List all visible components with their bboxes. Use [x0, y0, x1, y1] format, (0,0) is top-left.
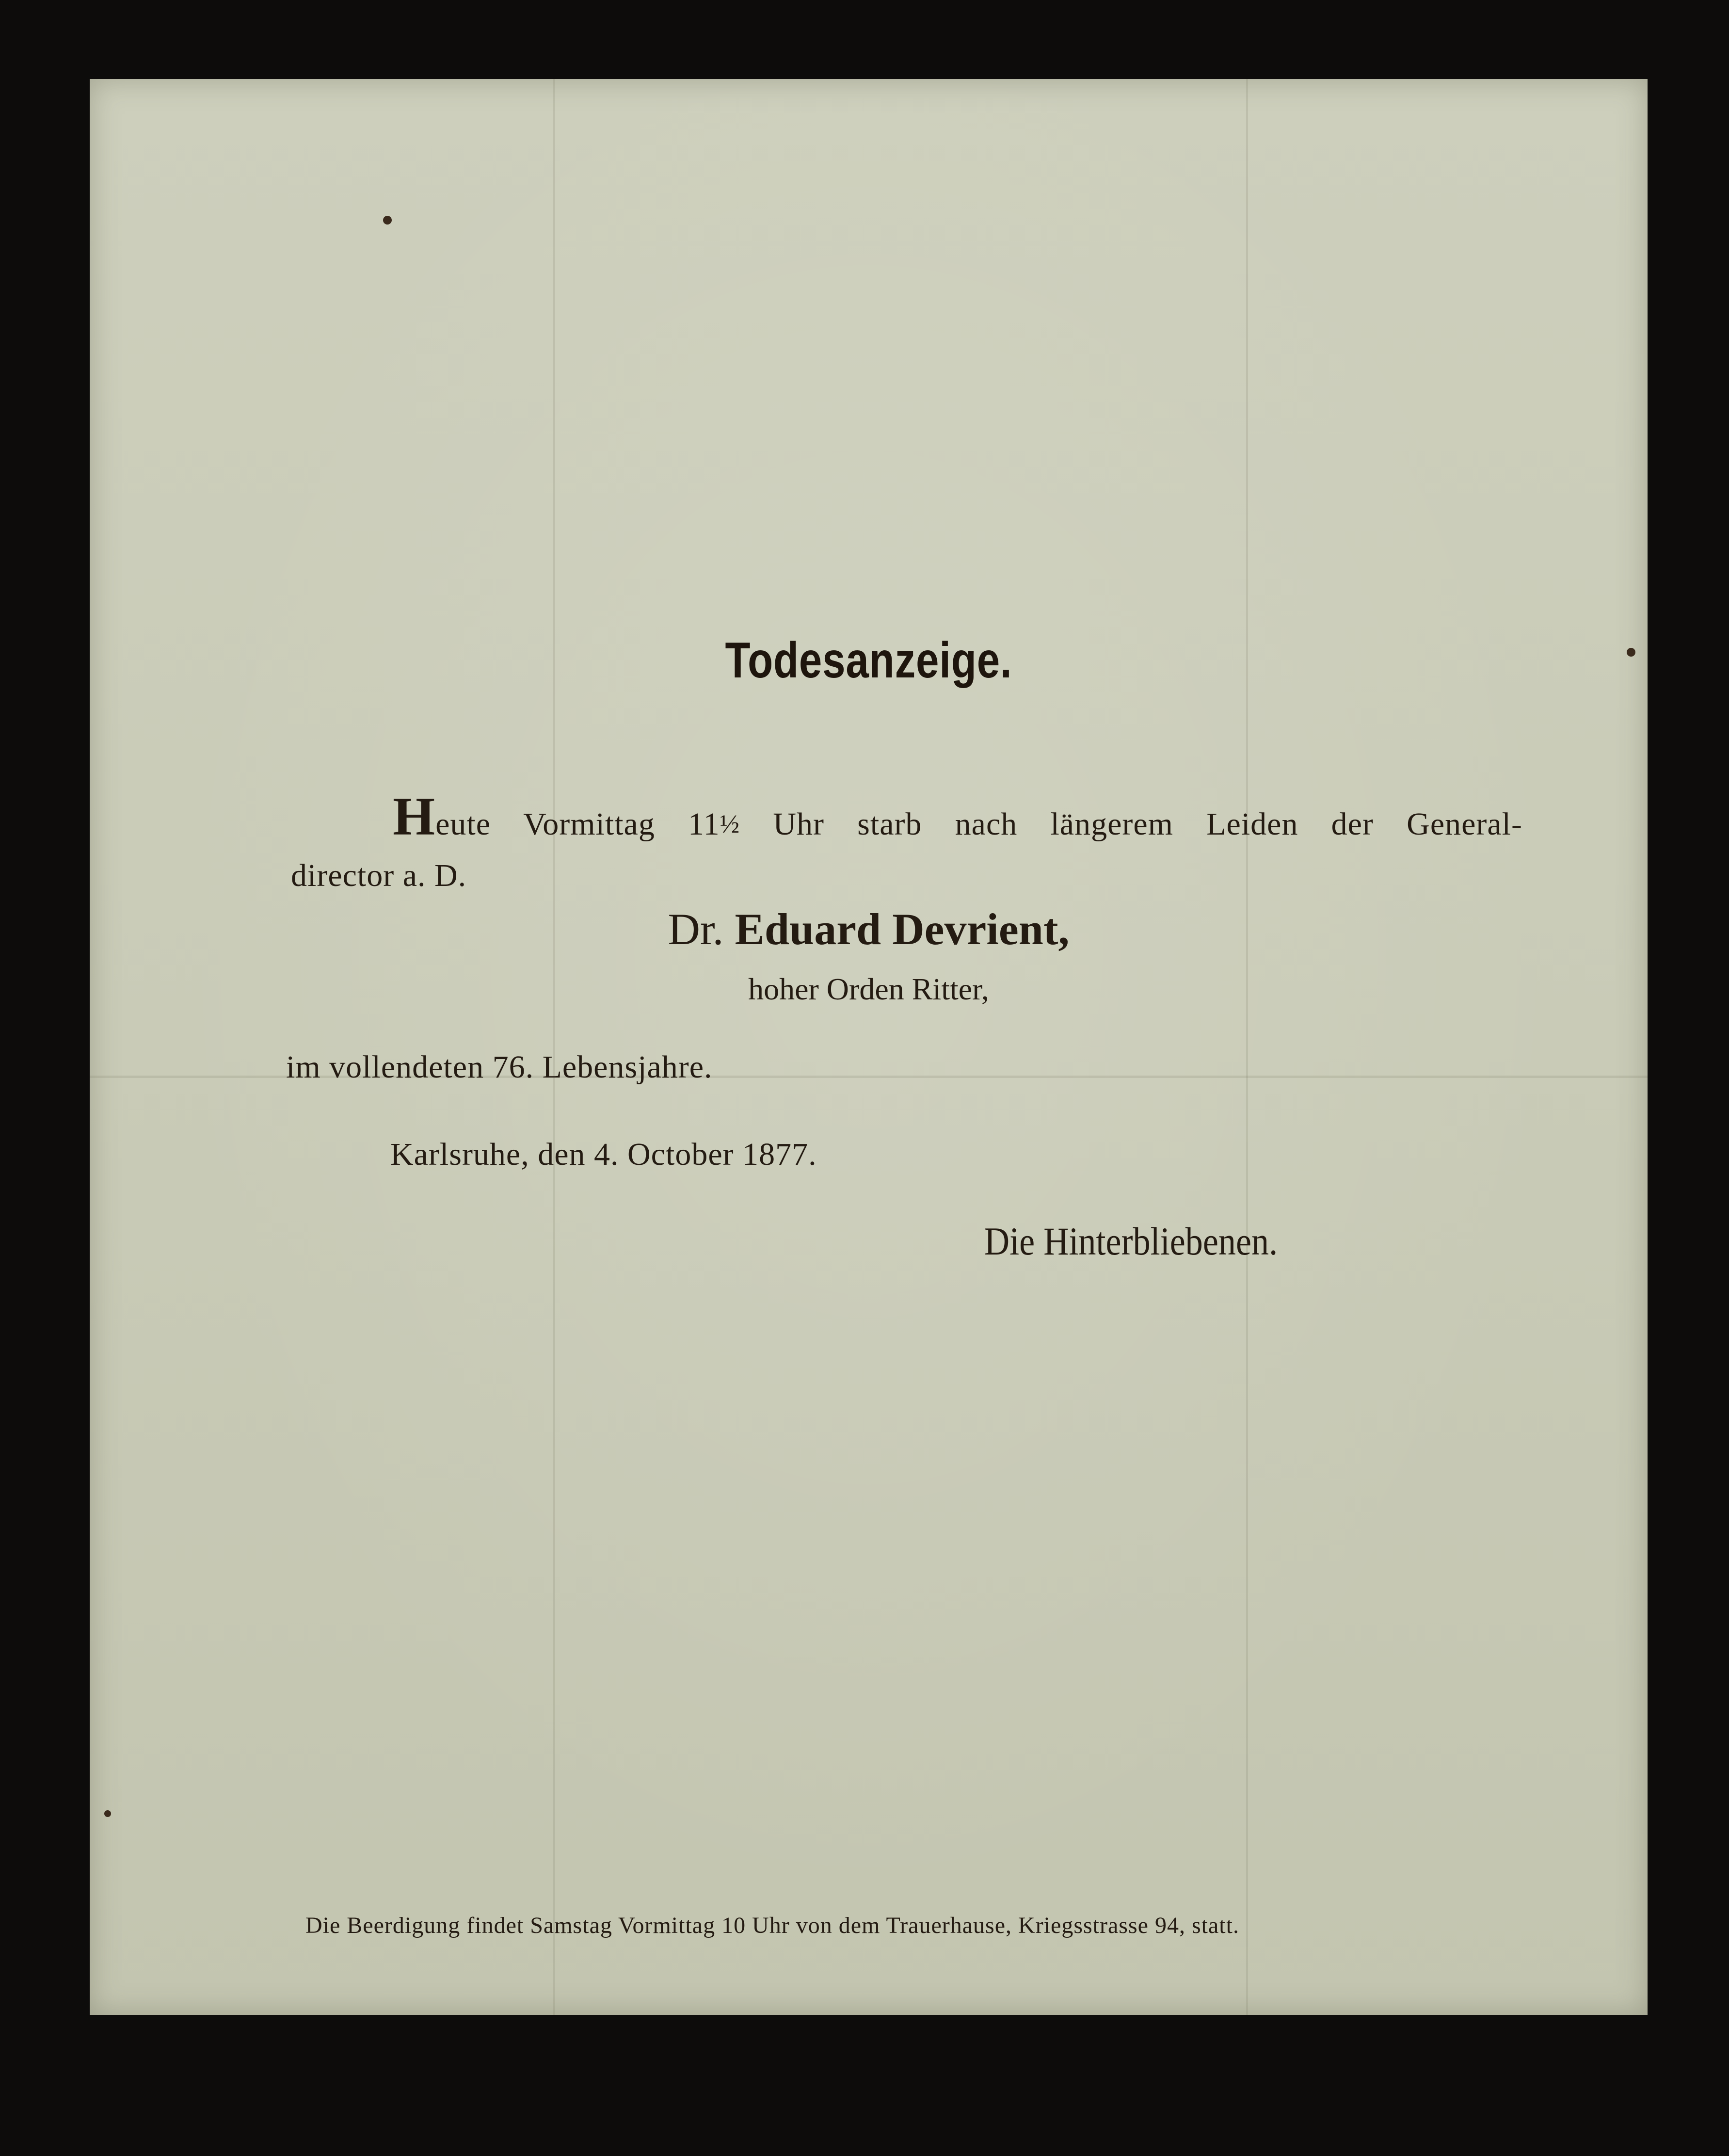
fold-line-vertical-left — [553, 79, 555, 2015]
name-prefix: Dr. — [668, 904, 735, 954]
paper-speck — [383, 216, 392, 225]
paper-speck — [1627, 648, 1635, 657]
notice-line-1 — [393, 787, 1522, 847]
notice-line-1-part-a: eute Vormittag 11 — [435, 806, 720, 842]
name-bold: Eduard Devrient, — [735, 904, 1070, 954]
honor-line: hoher Orden Ritter, — [748, 972, 989, 1006]
age-line: im vollendeten 76. Lebensjahre. — [286, 1049, 713, 1085]
deceased-name — [90, 903, 1648, 955]
notice-line-2: director a. D. — [291, 858, 467, 893]
funeral-footer: Die Beerdigung findet Samstag Vormittag 10 Uhr von dem Trauerhause, Kriegsstrasse 94, statt. — [305, 1913, 1239, 1938]
death-notice-sheet — [90, 79, 1648, 2015]
fold-line-vertical-right — [1246, 79, 1248, 2015]
fraction-half: ½ — [720, 809, 740, 838]
signoff: Die Hinterbliebenen. — [984, 1219, 1278, 1263]
paper-speck — [104, 1810, 111, 1817]
notice-title: Todesanzeige. — [725, 632, 1012, 689]
notice-line-1-part-b: Uhr starb nach längerem Leiden der General- — [740, 806, 1522, 842]
place-date-line: Karlsruhe, den 4. October 1877. — [390, 1137, 817, 1172]
drop-initial: H — [393, 787, 436, 847]
